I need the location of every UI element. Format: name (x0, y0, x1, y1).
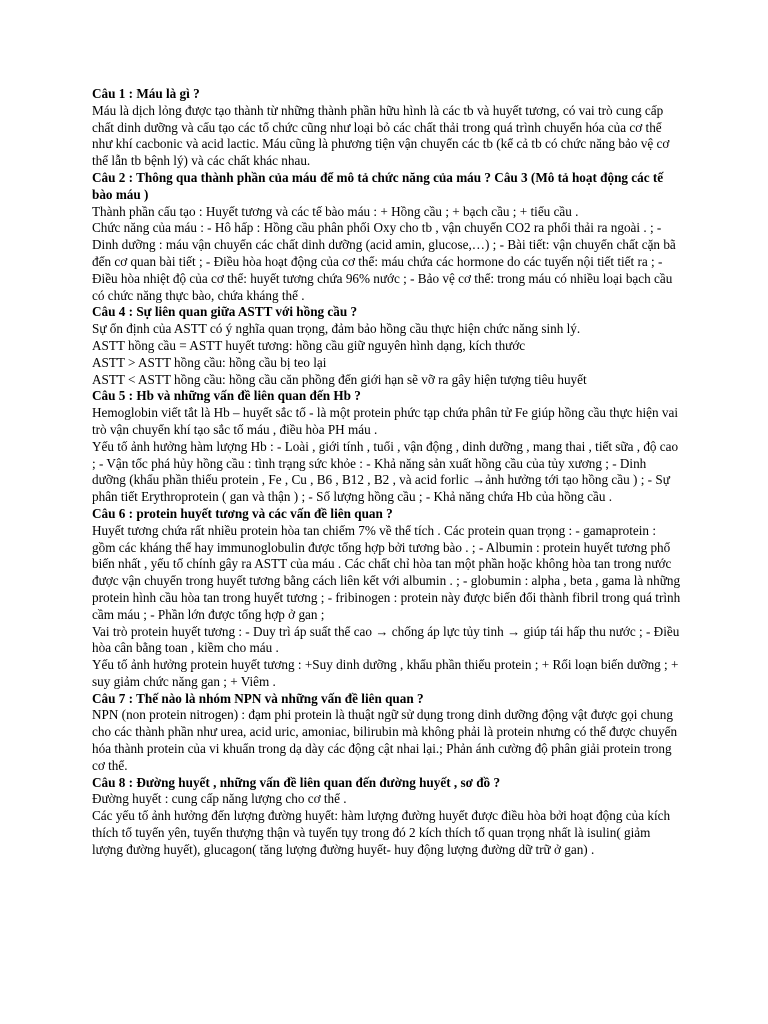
paragraph: Chức năng của máu : - Hô hấp : Hồng cầu phân phối Oxy cho tb , vận chuyển CO2 ra phổi thải ra ngoài . ; -Dinh dưỡng : máu vận chuyển các chất dinh dưỡng (acid amin, glucose,…) ; - Bài tiết: vận chuyển chất cặn bã đến cơ quan bài tiết ; - Điều hòa hoạt động của cơ thể: máu chứa các hormone do các tuyến nội tiết tiết ra ; - Điều hòa nhiệt độ của cơ thể: huyết tương chứa 96% nước ; - Bảo vệ cơ thể: trong máu có nhiều loại bạch cầu có chức năng thực bào, chứa kháng thể . (92, 220, 676, 303)
paragraph: ASTT < ASTT hồng cầu: hồng cầu căn phồng đến giới hạn sẽ vỡ ra gây hiện tượng tiêu huyết (92, 371, 587, 387)
section-2 (92, 170, 682, 304)
document-page (92, 86, 682, 859)
question-heading: Câu 5 : Hb và những vấn đề liên quan đến Hb ? (92, 388, 361, 404)
question-heading: Câu 2 : Thông qua thành phần của máu để mô tả chức năng của máu ? Câu 3 (Mô tả hoạt động các tế bào máu ) (92, 169, 664, 202)
paragraph: Máu là dịch lỏng được tạo thành từ những thành phần hữu hình là các tb và huyết tương, có vai trò cung cấp chất dinh dưỡng và cấu tạo các tổ chức cũng như loại bỏ các chất thải trong quá trình chuyển hóa của cơ thể như khí cacbonic và acid lactic. Máu cũng là phương tiện vận chuyển các tb (kể cả tb có chức năng bảo vệ cơ thể lẫn tb bệnh lý) và các chất khác nhau. (92, 102, 670, 169)
question-heading: Câu 6 : protein huyết tương và các vấn đề liên quan ? (92, 505, 393, 521)
paragraph: Sự ổn định của ASTT có ý nghĩa quan trọng, đảm bảo hồng cầu thực hiện chức năng sinh lý. (92, 321, 581, 337)
paragraph: Đường huyết : cung cấp năng lượng cho cơ thể . (92, 791, 347, 807)
paragraph: Hemoglobin viết tắt là Hb – huyết sắc tố - là một protein phức tạp chứa phân tử Fe giúp hồng cầu thực hiện vai trò vận chuyển khí tạo sắc tố máu , điều hòa PH máu . (92, 405, 678, 437)
paragraph: ASTT > ASTT hồng cầu: hồng cầu bị teo lại (92, 354, 327, 370)
paragraph: Vai trò protein huyết tương : - Duy trì áp suất thể cao → chống áp lực tủy tinh → giúp tái hấp thu nước ; - Điều hòa cân bằng toan , kiềm cho máu . (92, 623, 680, 656)
paragraph: Yếu tố ảnh hưởng hàm lượng Hb : - Loài , giới tính , tuổi , vận động , dinh dưỡng , mang thai , tiết sữa , độ cao ; - Vận tốc phá hủy hồng cầu : tình trạng sức khỏe : - Khả năng sản xuất hồng cầu của tủy xương ; - Dinh dưỡng (khẩu phần thiếu protein , Fe , Cu , B6 , B12 , B2 , và acid forlic →ảnh hưởng tới tạo hồng cầu ) ; - Sự phân tiết Erythroprotein ( gan và thận ) ; - Số lượng hồng cầu ; - Khả năng chứa Hb của hồng cầu . (92, 438, 679, 505)
question-heading: Câu 4 : Sự liên quan giữa ASTT với hồng cầu ? (92, 304, 358, 320)
paragraph: Các yếu tố ảnh hưởng đến lượng đường huyết: hàm lượng đường huyết được điều hòa bởi hoạt động của kích thích tố tuyến yên, tuyến thượng thận và tuyến tụy trong đó 2 kích thích tố quan trọng nhất là isulin( giảm lượng đường huyết), glucagon( tăng lượng đường huyết- huy động lượng đường dữ trữ ở gan) . (92, 808, 671, 857)
paragraph: Huyết tương chứa rất nhiều protein hòa tan chiếm 7% về thể tích . Các protein quan trọng : - gamaprotein : gồm các kháng thể hay immunoglobulin được tổng hợp bởi tương bào . ; - Albumin : protein huyết tương phổ biến nhất , yếu tố chính gây ra ASTT của máu . Các chất chỉ hòa tan một phần hoặc không hòa tan trong nước được vận chuyển trong huyết tương bằng cách liên kết với albumin . ; - globumin : alpha , beta , gama là những protein hình cầu hòa tan trong huyết tương ; - fribinogen : protein này được biến đổi thành fibril trong quá trình cầm máu ; - Phần lớn được tổng hợp ở gan ; (92, 522, 681, 622)
section-1 (92, 86, 682, 170)
paragraph: ASTT hồng cầu = ASTT huyết tương: hồng cầu giữ nguyên hình dạng, kích thước (92, 337, 526, 353)
section-5 (92, 388, 682, 506)
paragraph: Thành phần cấu tạo : Huyết tương và các tế bào máu : + Hồng cầu ; + bạch cầu ; + tiểu cầu . (92, 203, 579, 219)
question-heading: Câu 1 : Máu là gì ? (92, 86, 200, 101)
section-4 (92, 304, 682, 388)
section-6 (92, 506, 682, 691)
paragraph: Yếu tố ảnh hưởng protein huyết tương : +Suy dinh dưỡng , khẩu phần thiếu protein ; + Rối loạn biến dưỡng ; + suy giảm chức năng gan ; + Viêm . (92, 657, 679, 689)
section-8 (92, 775, 682, 859)
section-7 (92, 691, 682, 775)
question-heading: Câu 8 : Đường huyết , những vấn đề liên quan đến đường huyết , sơ đồ ? (92, 774, 501, 790)
question-heading: Câu 7 : Thế nào là nhóm NPN và những vấn đề liên quan ? (92, 690, 424, 706)
paragraph: NPN (non protein nitrogen) : đạm phi protein là thuật ngữ sử dụng trong dinh dưỡng động vật được gọi chung cho các thành phần như urea, acid uric, amoniac, bilirubin mà không phải là protein nhưng có thể được chuyển hóa thành protein của vi khuẩn trong dạ dày các động cật nhai lại.; Phản ánh cường độ phân giải protein trong cơ thể. (92, 707, 678, 773)
